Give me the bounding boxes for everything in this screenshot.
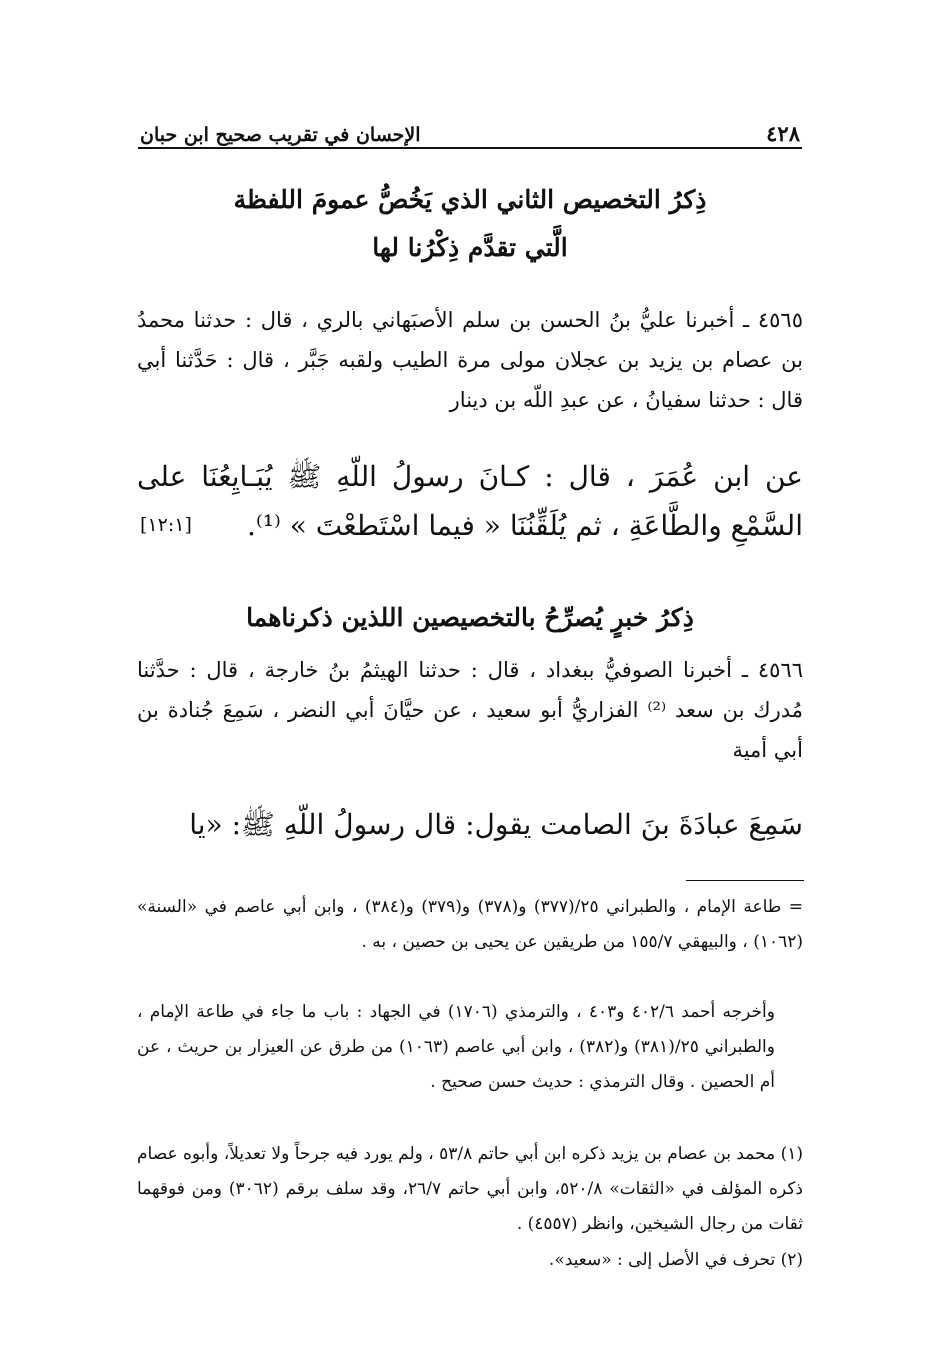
- section-heading-1-line-2: الَّتي تقدَّم ذِكْرُنا لها: [372, 233, 568, 262]
- footnote-rule: [686, 880, 804, 881]
- running-header: [140, 112, 800, 146]
- hadith-4565-isnad: ٤٥٦٥ ـ أخبرنا عليُّ بنُ الحسن بن سلم الأصبَهاني بالري ، قال : حدثنا محمدُ بن عصام بن يزيد بن عجلان مولى مرة الطيب ولقبه جَبَّر ، قال : حَدَّثنا أبي قال : حدثنا سفيانُ ، عن عبدِ اللّه بن دينار: [137, 308, 803, 412]
- footnote-continuation-2: وأخرجه أحمد ٤٠٢/٦ و٤٠٣ ، والترمذي (١٧٠٦) في الجهاد : باب ما جاء في طاعة الإمام ، والطبراني ٢٥/(٣٨١) و(٣٨٢) ، وابن أبي عاصم (١٠٦٣) من طرق عن العيزار بن حريث ، عن أم الحصين . وقال الترمذي : حديث حسن صحيح .: [137, 1002, 775, 1092]
- section-heading-2: ذِكرُ خبرٍ يُصرِّحُ بالتخصيصين اللذين ذكرناهما: [246, 603, 694, 632]
- footnote-continuation: = طاعة الإمام ، والطبراني ٢٥/(٣٧٧) و(٣٧٨) و(٣٧٩) و(٣٨٤) ، وابن أبي عاصم في «السنة» (١٠٦٢) ، والبيهقي ١٥٥/٧ من طريقين عن يحيى بن حصين ، به .: [137, 897, 803, 952]
- book-title: الإحسان في تقريب صحيح ابن حبان: [140, 124, 421, 146]
- hadith-4566-matn: سَمِعَ عبادَةَ بنَ الصامت يقول: قال رسولُ اللّهِ ﷺ: «يا: [189, 808, 803, 841]
- hadith-4566-isnad: ٤٥٦٦ ـ أخبرنا الصوفيُّ ببغداد ، قال : حدثنا الهيثمُ بنُ خارجة ، قال : حدَّثنا مُدرك بن سعد ⁽²⁾ الفزاريُّ أبو سعيد ، عن حيَّانَ أبي النضر ، سَمِعَ جُنادة بن أبي أمية: [137, 658, 803, 762]
- hadith-4565-reference: [١٢:١]: [140, 514, 192, 536]
- section-heading-1-line-1: ذِكرُ التخصيص الثاني الذي يَخُصُّ عمومَ اللفظة: [233, 185, 707, 214]
- page-number: ٤٢٨: [766, 121, 800, 146]
- footnote-1: (١) محمد بن عصام بن يزيد ذكره ابن أبي حاتم ٥٣/٨ ، ولم يورد فيه جرحاً ولا تعديلاً، وأبوه عصام ذكره المؤلف في «الثقات» ٥٢٠/٨، وابن أبي حاتم ٢٦/٧، وقد سلف برقم (٣٠٦٢) ومن فوقهما ثقات من رجال الشيخين، وانظر (٤٥٥٧) .: [137, 1144, 804, 1234]
- hadith-4565-matn: عن ابن عُمَرَ ، قال : كـانَ رسولُ اللّهِ ﷺ يُبَـايِعُنَا على السَّمْعِ والطَّاعَةِ ، ثم يُلَقِّنُنَا « فيما اسْتَطعْتَ » ⁽¹⁾.: [137, 460, 803, 542]
- footnote-2: (٢) تحرف في الأصل إلى : «سعيد».: [548, 1250, 803, 1270]
- header-rule: [138, 147, 802, 149]
